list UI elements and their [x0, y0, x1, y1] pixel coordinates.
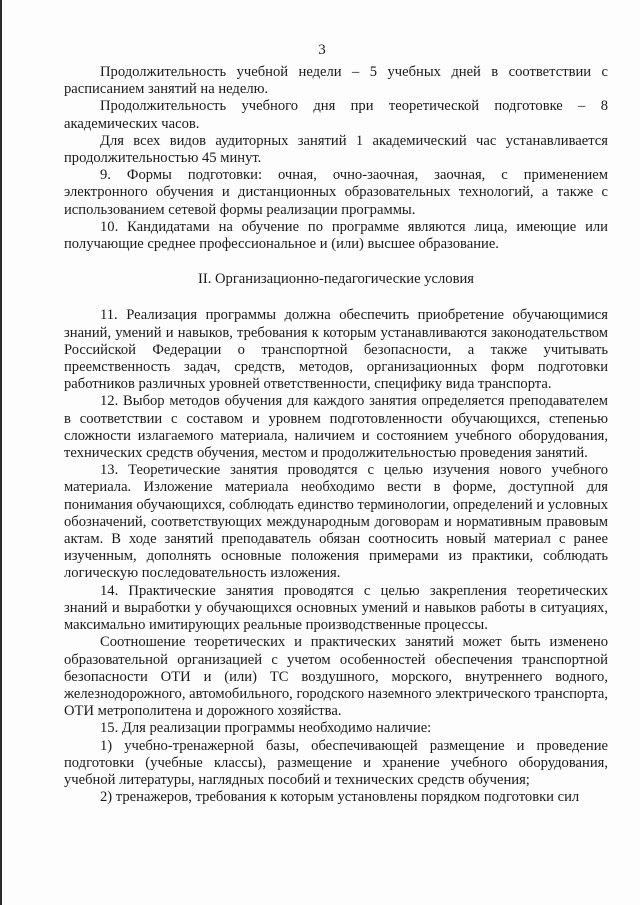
paragraph-item-14: 14. Практические занятия проводятся с целью закрепления теоретических знаний и выработки у обучающихся основных умений и навыков работы в ситуациях, максимально имитирующих реальные производственные процессы. — [64, 582, 608, 634]
paragraph-item-12: 12. Выбор методов обучения для каждого занятия определяется преподавателем в соответствии с составом и уровнем подготовленности обучающихся, степенью сложности излагаемого материала, наличием и состоянием учебного оборудования, технических средств обучения, местом и продолжительностью проведения занятий. — [64, 393, 608, 462]
paragraph-item-10: 10. Кандидатами на обучение по программе являются лица, имеющие или получающие среднее профессиональное и (или) высшее образование. — [64, 218, 608, 253]
document-body — [64, 64, 608, 806]
paragraph-academic-hour: Для всех видов аудиторных занятий 1 академический час устанавливается продолжительностью 45 минут. — [64, 132, 608, 167]
paragraph-ratio-of-classes: Соотношение теоретических и практических занятий может быть изменено образовательной организацией с учетом особенностей обеспечения транспортной безопасности ОТИ и (или) ТС воздушного, морского, внутреннего водного, железнодорожного, автомобильного, городского наземного электрического транспорта, ОТИ метрополитена и дорожного хозяйства. — [64, 634, 608, 720]
page-number: 3 — [318, 42, 326, 58]
paragraph-item-15: 15. Для реализации программы необходимо наличие: — [100, 720, 432, 737]
paragraph-item-15-1: 1) учебно-тренажерной базы, обеспечивающей размещение и проведение подготовки (учебные классы), размещение и хранение учебного оборудования, учебной литературы, наглядных пособий и технических средств обучения; — [64, 737, 608, 788]
paragraph-item-11: 11. Реализация программы должна обеспечить приобретение обучающимися знаний, умений и навыков, требования к которым устанавливаются законодательством Российской Федерации о транспортной безопасности, а также учитывать преемственность задач, средств, методов, организационных форм подготовки работников различных уровней ответственности, специфику вида транспорта. — [64, 307, 608, 393]
section-heading: II. Организационно-педагогические условия — [197, 271, 475, 288]
paragraph-day-duration: Продолжительность учебного дня при теоретической подготовке – 8 академических часов. — [64, 98, 608, 132]
paragraph-item-13: 13. Теоретические занятия проводятся с целью изучения нового учебного материала. Изложение материала необходимо вести в форме, доступной для понимания обучающихся, соблюдать единство терминологии, определений и условных обозначений, соответствующих международным договорам и нормативным правовым актам. В ходе занятий преподаватель обязан соотносить новый материал с ранее изученным, дополнять основные положения примерами из практики, соблюдать логическую последовательность изложения. — [64, 462, 608, 582]
paragraph-item-15-2: 2) тренажеров, требования к которым установлены порядком подготовки сил — [100, 789, 580, 806]
paragraph-item-9: 9. Формы подготовки: очная, очно-заочная, заочная, с применением электронного обучения и дистанционных образовательных технологий, а также с использованием сетевой формы реализации программы. — [64, 167, 608, 218]
paragraph-week-duration: Продолжительность учебной недели – 5 учебных дней в соответствии с расписанием занятий на неделю. — [64, 64, 608, 98]
